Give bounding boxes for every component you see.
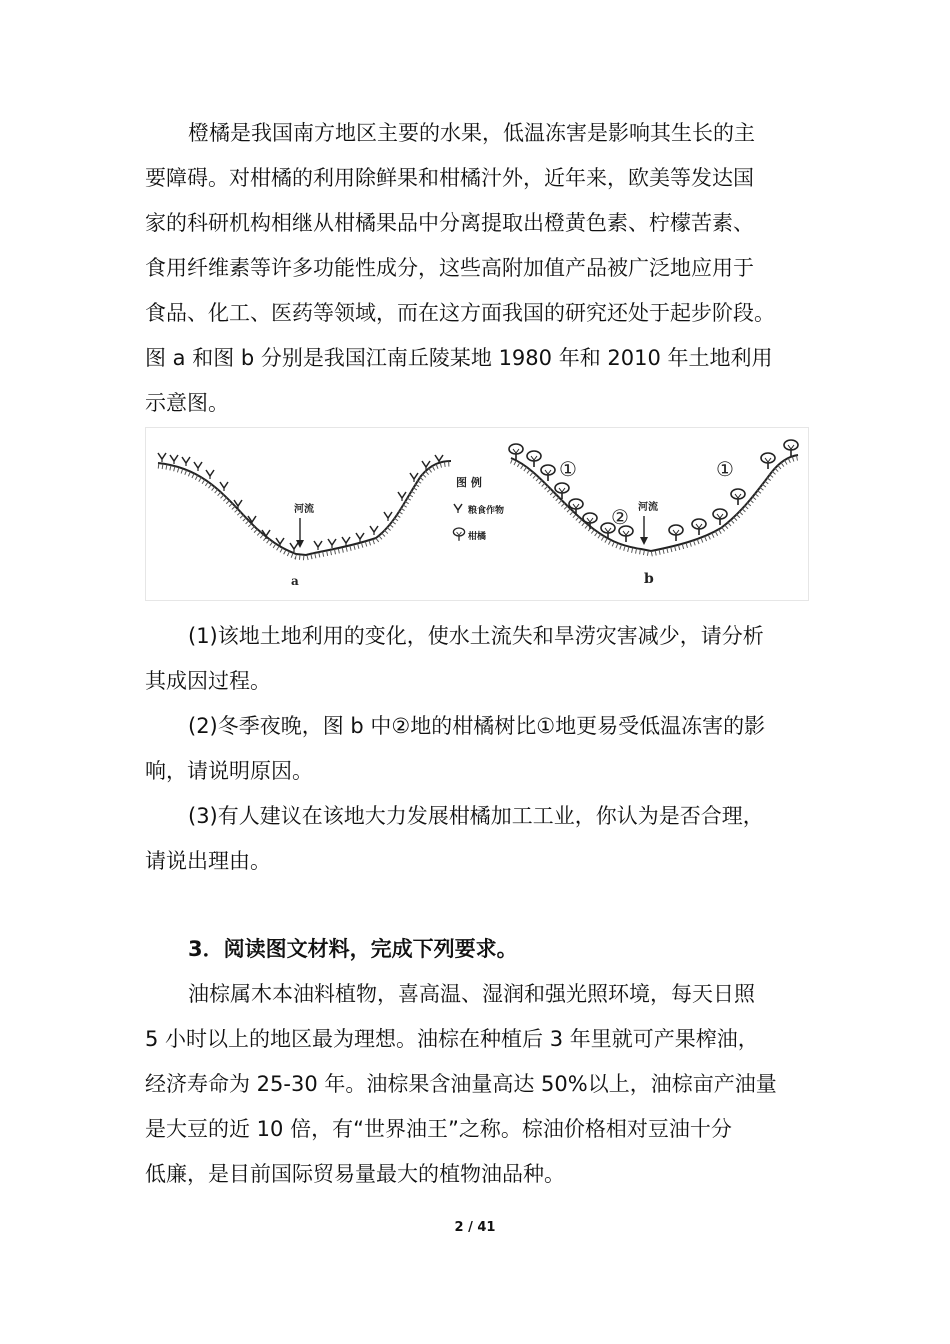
legend-citrus-label: 柑橘 — [468, 532, 487, 542]
label-a: a — [291, 574, 299, 588]
section-3-line-1: 油棕属木本油料植物，喜高温、湿润和强光照环境，每天日照 — [188, 982, 755, 1006]
section-3-line-5: 低廉，是目前国际贸易量最大的植物油品种。 — [145, 1162, 565, 1186]
intro-line-7: 示意图。 — [145, 391, 229, 415]
question-2-line-1: (2)冬季夜晚，图 b 中②地的柑橘树比①地更易受低温冻害的影 — [188, 714, 766, 738]
legend-citrus-icon — [453, 528, 464, 541]
intro-line-2: 要障碍。对柑橘的利用除鲜果和柑橘汁外，近年来，欧美等发达国 — [145, 166, 754, 190]
section-3-heading: 3．阅读图文材料，完成下列要求。 — [188, 937, 518, 961]
section-3-line-4: 是大豆的近 10 倍，有“世界油王”之称。棕油价格相对豆油十分 — [145, 1117, 732, 1141]
label-b: b — [644, 571, 654, 587]
intro-line-3: 家的科研机构相继从柑橘果品中分离提取出橙黄色素、柠檬苦素、 — [145, 211, 754, 235]
intro-line-6: 图 a 和图 b 分别是我国江南丘陵某地 1980 年和 2010 年土地利用 — [145, 346, 773, 370]
intro-line-5: 食品、化工、医药等领域，而在这方面我国的研究还处于起步阶段。 — [145, 301, 775, 325]
intro-line-1: 橙橘是我国南方地区主要的水果，低温冻害是影响其生长的主 — [188, 121, 755, 145]
page-number: 2 / 41 — [454, 1220, 496, 1235]
marker-1-left: ① — [559, 457, 577, 481]
land-use-figure — [145, 427, 809, 601]
intro-line-4: 食用纤维素等许多功能性成分，这些高附加值产品被广泛地应用于 — [145, 256, 754, 280]
question-3-line-1: (3)有人建议在该地大力发展柑橘加工工业，你认为是否合理， — [188, 804, 764, 828]
legend-grain-icon — [454, 504, 462, 513]
question-1-line-1: (1)该地土地利用的变化，使水土流失和旱涝灾害减少，请分析 — [188, 624, 764, 648]
river-label-b: 河流 — [638, 502, 658, 513]
legend-grain-label: 粮食作物 — [468, 506, 505, 516]
legend-title: 图 例 — [456, 476, 482, 489]
question-3-line-2: 请说出理由。 — [145, 849, 271, 873]
section-3-line-3: 经济寿命为 25-30 年。油棕果含油量高达 50%以上，油棕亩产油量 — [145, 1072, 777, 1096]
marker-2: ② — [611, 505, 629, 529]
question-2-line-2: 响，请说明原因。 — [145, 759, 313, 783]
profile-a — [158, 453, 451, 588]
section-3-line-2: 5 小时以上的地区最为理想。油棕在种植后 3 年里就可产果榨油， — [145, 1027, 759, 1051]
river-label-a: 河流 — [294, 504, 314, 515]
profile-b — [509, 440, 798, 587]
question-1-line-2: 其成因过程。 — [145, 669, 271, 693]
marker-1-right: ① — [716, 457, 734, 481]
legend — [453, 475, 504, 542]
